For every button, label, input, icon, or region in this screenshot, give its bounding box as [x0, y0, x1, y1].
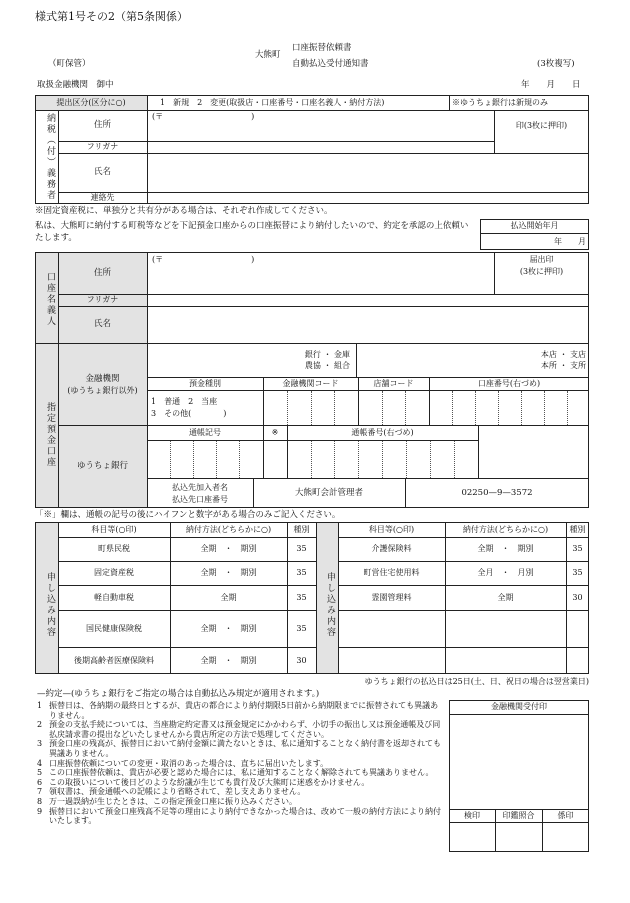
- branch-types-1[interactable]: 本店 ・ 支店: [540, 350, 586, 359]
- request-text: 私は、大熊町に納付する町税等などを下記預金口座からの口座振替により納付したいので、約定を承認の上依頼いたします。: [35, 221, 469, 243]
- fi-sub-label: (ゆうちょ銀行以外): [67, 386, 138, 395]
- tax-method[interactable]: 全期 ・ 期別: [477, 544, 534, 554]
- stamp-box-title: 金融機関受付印: [491, 702, 547, 712]
- term-text: 預金口座の残高が、振替日において納付金額に満たないときは、私に通知することなく納付書を返却されても異議ありません。: [49, 739, 441, 758]
- terms-list: [37, 701, 441, 826]
- tax-kind: 35: [296, 592, 307, 602]
- copies-label: (3枚複写): [537, 59, 575, 69]
- taxpayer-address-field[interactable]: [148, 111, 493, 140]
- section-note: ※ゆうちょ銀行は新規のみ: [452, 98, 548, 108]
- header-kind-right: 種別: [569, 524, 586, 534]
- header-method-left: 納付方法(どちらかに○): [185, 524, 272, 534]
- tax-item[interactable]: 霊園管理料: [371, 592, 412, 602]
- tax-item[interactable]: 介護保険料: [371, 544, 412, 554]
- term-item: [37, 768, 441, 778]
- tax-kind: 30: [572, 592, 583, 602]
- holder-name-field[interactable]: [148, 307, 588, 342]
- tax-item[interactable]: 町営住宅使用料: [363, 568, 420, 578]
- term-text: 領収書は、預金通帳への記帳により省略されて、差し支えありません。: [49, 787, 306, 797]
- taxpayer-seal-label: 印(3枚に押印): [515, 120, 568, 130]
- taxpayer-side-label: 納税（付）義務者: [45, 113, 55, 201]
- doc-title-1: 口座振替依頼書: [292, 43, 352, 53]
- term-number: 8: [37, 796, 43, 806]
- term-item: [37, 807, 441, 826]
- asterisk-label: ※: [271, 427, 279, 437]
- col-branch-code: 店舗コード: [373, 378, 414, 388]
- term-number: 2: [37, 720, 43, 730]
- form-number: 様式第1号その2（第5条関係）: [35, 10, 188, 23]
- payee-label-2: 払込先口座番号: [172, 495, 228, 504]
- passbook-no-label: 通帳番号(右づめ): [351, 427, 414, 437]
- section-label: 提出区分(区分に○): [56, 98, 126, 108]
- passbook-code-label: 通帳記号: [189, 427, 221, 437]
- holder-kana-label: フリガナ: [86, 295, 119, 305]
- taxpayer-address-label: 住所: [93, 120, 111, 131]
- term-text: 口座振替依頼についての変更・取消のあった場合は、直ちに届出いたします。: [49, 758, 329, 768]
- term-item: [37, 778, 441, 788]
- town-holder-label: （町保管）: [48, 59, 91, 69]
- term-text: 預金の支払手続については、当座勘定約定書又は預金規定にかかわらず、小切手の振出し又は預金通帳及び同払戻請求書の提出などいたしませんから貴店所定の方法で処理してください。: [49, 720, 441, 739]
- tax-kind: 35: [572, 568, 583, 578]
- tax-item[interactable]: 固定資産税: [94, 568, 134, 578]
- term-number: 5: [37, 768, 43, 778]
- payee-label-1: 払込先加入者名: [172, 483, 228, 492]
- term-number: 4: [37, 758, 43, 768]
- section-options[interactable]: 1 新規 2 変更(取扱店・口座番号・口座名義人・納付方法): [160, 98, 385, 108]
- stamp-staff-label: 係印: [557, 810, 574, 820]
- tax-method[interactable]: 全期: [220, 592, 237, 602]
- header-kind-left: 種別: [293, 524, 310, 534]
- header-method-right: 納付方法(どちらかに○): [462, 524, 549, 534]
- stamp-check-label: 検印: [464, 810, 480, 820]
- tax-method[interactable]: 全期: [497, 592, 514, 602]
- payee-account: 02250—9—3572: [461, 487, 533, 498]
- tax-item[interactable]: 国民健康保険税: [86, 623, 142, 633]
- stamp-seal-verify-label: 印鑑照合: [502, 810, 535, 820]
- term-number: 7: [37, 787, 43, 797]
- apply-side-label-right: 申し込み内容: [325, 572, 335, 638]
- tax-kind: 30: [296, 655, 307, 665]
- term-number: 9: [37, 806, 43, 816]
- bank-types-2[interactable]: 農協 ・ 組合: [304, 361, 350, 370]
- tax-method[interactable]: 全期 ・ 期別: [200, 655, 257, 665]
- term-text: この取扱いについて後日どのような紛議が生じても貴行及び大熊町に迷惑をかけません。: [49, 777, 370, 787]
- tax-kind: 35: [572, 544, 583, 554]
- fi-label: 金融機関: [85, 374, 120, 384]
- apply-side-label-left: 申し込み内容: [45, 572, 55, 638]
- terms-title: —約定—(ゆうちょ銀行をご指定の場合は自動払込み規定が適用されます。): [37, 689, 320, 699]
- account-side-label: 指定預金口座: [45, 402, 55, 468]
- tax-kind: 35: [296, 623, 307, 633]
- holder-name-label: 氏名: [93, 319, 111, 330]
- col-deposit-type: 預金種別: [189, 378, 221, 388]
- holder-side-label: 口座名義人: [45, 271, 55, 327]
- taxpayer-postal: (〒 ): [152, 112, 255, 121]
- notice-joint-ownership: ※固定資産税に、単独分と共有分がある場合は、それぞれ作成してください。: [35, 206, 333, 216]
- term-item: [37, 759, 441, 769]
- yucho-transfer-note: ゆうちょ銀行の払込日は25日(土、日、祝日の場合は翌営業日): [364, 677, 589, 686]
- term-number: 3: [37, 739, 43, 749]
- term-text: この口座振替依頼は、貴店が必要と認めた場合には、私に通知することなく解除されても異議ありません。: [49, 768, 434, 778]
- term-text: 振替日において預金口座残高不足等の理由により納付できなかった場合は、改めて一般の納付方法により納付いたします。: [49, 806, 441, 826]
- notice-asterisk: 「※」欄は、通帳の記号の後にハイフンと数字がある場合のみご記入ください。: [35, 510, 341, 520]
- deposit-type-opt-1[interactable]: 1 普通 2 当座: [151, 397, 218, 406]
- tax-item[interactable]: 後期高齢者医療保険料: [74, 655, 154, 665]
- holder-seal-title: 届出印: [529, 255, 554, 264]
- term-item: [37, 787, 441, 797]
- term-item: [37, 720, 441, 739]
- term-number: 1: [37, 701, 43, 710]
- tax-method[interactable]: 全期 ・ 期別: [200, 623, 257, 633]
- taxpayer-name-field[interactable]: [148, 154, 588, 191]
- deposit-type-opt-2[interactable]: 3 その他( ): [151, 409, 227, 418]
- tax-method[interactable]: 全期 ・ 期別: [200, 544, 257, 554]
- start-month-value[interactable]: 年 月: [554, 236, 586, 246]
- term-text: 振替日は、各納期の最終日とするが、貴店の都合により納付期限5日前から納期限までに振替されても異議ありません。: [49, 701, 439, 720]
- holder-seal-note: (3枚に押印): [519, 267, 564, 276]
- taxpayer-kana-label: フリガナ: [86, 142, 119, 152]
- payee-name: 大熊町会計管理者: [294, 487, 363, 498]
- term-item: [37, 797, 441, 807]
- tax-kind: 35: [296, 568, 307, 578]
- tax-kind: 35: [296, 544, 307, 554]
- col-account-no: 口座番号(右づめ): [477, 378, 541, 388]
- town-name: 大熊町: [255, 50, 281, 60]
- branch-types-2[interactable]: 本所 ・ 支所: [540, 361, 586, 370]
- term-item: [37, 739, 441, 758]
- holder-postal: (〒 ): [152, 255, 255, 264]
- bank-types-1[interactable]: 銀行 ・ 金庫: [304, 350, 350, 359]
- yucho-label: ゆうちょ銀行: [76, 461, 128, 472]
- tax-method[interactable]: 全期 ・ 期別: [200, 568, 257, 578]
- doc-title-2: 自動払込受付通知書: [292, 59, 369, 69]
- taxpayer-name-label: 氏名: [93, 167, 111, 178]
- tax-item[interactable]: 軽自動車税: [94, 592, 134, 602]
- tax-item[interactable]: 町県民税: [98, 544, 130, 554]
- term-item: [37, 701, 441, 720]
- term-text: 万一過誤納が生じたときは、この指定預金口座に振り込みください。: [49, 796, 297, 806]
- date-label: 年 月 日: [521, 80, 581, 90]
- taxpayer-contact-label: 連絡先: [90, 193, 115, 203]
- addressee: 取扱金融機関 御中: [37, 80, 114, 90]
- header-item-left: 科目等(○印): [91, 524, 137, 534]
- term-number: 6: [37, 777, 43, 787]
- header-item-right: 科目等(○印): [368, 524, 415, 534]
- start-month-label: 払込開始年月: [510, 221, 559, 231]
- holder-address-field[interactable]: [148, 253, 493, 293]
- holder-address-label: 住所: [93, 267, 111, 278]
- tax-method[interactable]: 全月 ・ 月別: [477, 568, 534, 578]
- col-fi-code: 金融機関コード: [282, 378, 339, 388]
